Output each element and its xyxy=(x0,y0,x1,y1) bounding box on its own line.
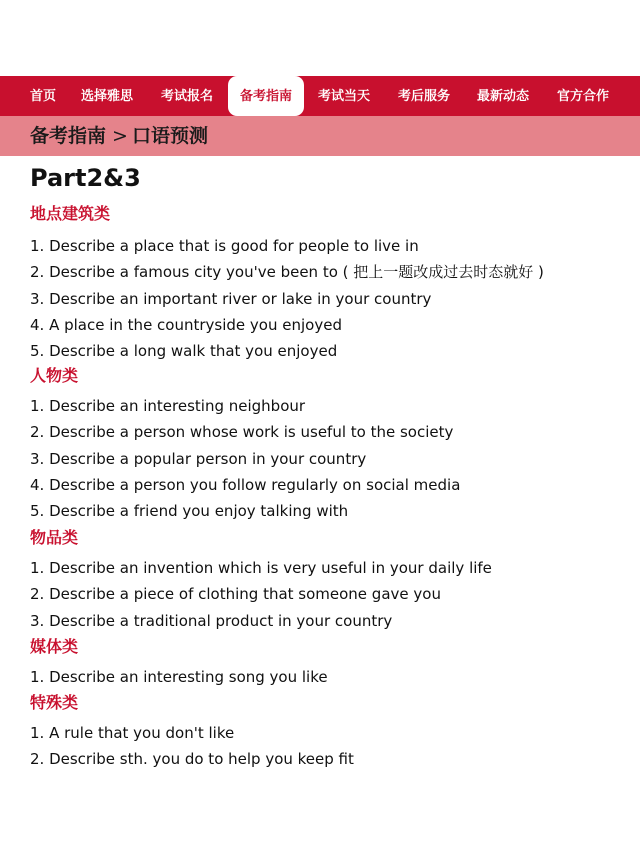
nav-item-test-day[interactable]: 考试当天 xyxy=(318,89,371,104)
list-item: 1. Describe an interesting song you like xyxy=(30,668,328,686)
breadcrumb-trail xyxy=(30,116,208,156)
nav-item-news[interactable]: 最新动态 xyxy=(477,89,530,104)
chevron-right-icon: > xyxy=(112,125,128,147)
section-heading: 地点建筑类 xyxy=(30,204,111,223)
list-item: 4. A place in the countryside you enjoyed xyxy=(30,315,342,334)
list-item: 3. Describe a popular person in your country xyxy=(30,449,367,468)
section-places xyxy=(30,203,630,364)
nav-item-registration[interactable]: 考试报名 xyxy=(161,89,214,104)
section-people xyxy=(30,365,630,524)
nav-item-partners[interactable]: 官方合作 xyxy=(557,89,610,104)
nav-item-after-test[interactable]: 考后服务 xyxy=(398,89,451,104)
list-item: 2. Describe a piece of clothing that someone gave you xyxy=(30,585,441,604)
section-heading: 物品类 xyxy=(30,528,79,547)
section-heading: 特殊类 xyxy=(30,693,79,712)
nav-item-choose-ielts[interactable]: 选择雅思 xyxy=(81,89,134,104)
list-item: 3. Describe an important river or lake in your country xyxy=(30,289,432,308)
section-objects xyxy=(30,527,630,634)
list-item: 3. Describe a traditional product in your country xyxy=(30,611,393,630)
section-heading: 人物类 xyxy=(30,366,79,385)
nav-item-home[interactable]: 首页 xyxy=(30,89,57,104)
section-media xyxy=(30,636,630,690)
breadcrumb-current: 口语预测 xyxy=(131,125,208,147)
list-item: 1. Describe a place that is good for people to live in xyxy=(30,237,419,255)
list-item: 2. Describe sth. you do to help you keep fit xyxy=(30,750,354,769)
breadcrumb-parent[interactable]: 备考指南 xyxy=(30,125,107,147)
list-item: 2. Describe a person whose work is useful to the society xyxy=(30,423,454,442)
list-item: 4. Describe a person you follow regularly on social media xyxy=(30,475,461,494)
list-item: 1. A rule that you don't like xyxy=(30,724,235,742)
list-item: 1. Describe an interesting neighbour xyxy=(30,397,306,415)
list-item: 5. Describe a long walk that you enjoyed xyxy=(30,342,338,361)
nav-item-prep-guide[interactable]: 备考指南 xyxy=(228,76,304,116)
breadcrumb xyxy=(0,116,640,156)
section-special xyxy=(30,692,630,773)
top-nav-bar xyxy=(0,76,640,116)
list-item: 5. Describe a friend you enjoy talking with xyxy=(30,502,349,521)
section-heading: 媒体类 xyxy=(30,637,79,656)
page-title: Part2&3 xyxy=(30,164,141,192)
list-item: 2. Describe a famous city you've been to ( 把上一题改成过去时态就好 ) xyxy=(30,263,544,282)
list-item: 1. Describe an invention which is very useful in your daily life xyxy=(30,559,492,577)
